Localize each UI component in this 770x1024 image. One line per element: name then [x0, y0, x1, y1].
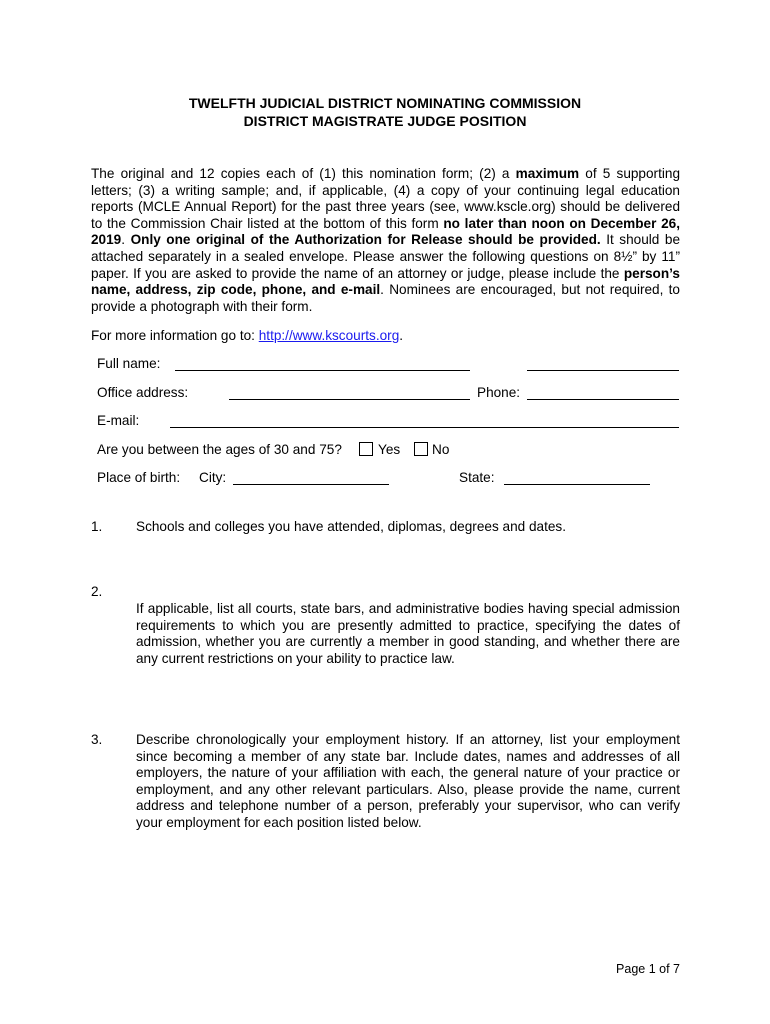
instructions-paragraph: The original and 12 copies each of (1) this nomination form; (2) a maximum of 5 supporting letters; (3) a writing sample; and, if applicable, (4) a copy of your continuing legal education reports (MCLE Annual Report) for the past three years (see, www.kscle.org) should be delivered to the Commission Chair listed at the bottom of this form no later than noon on December 26, 2019. Only one original of the Authorization for Release should be provided. It should be attached separately in a sealed envelope. Please answer the following questions on 8½” by 11” paper. If you are asked to provide the name of an attorney or judge, please include the person’s name, address, zip code, phone, and e-mail. Nominees are encouraged, but not required, to provide a photograph with their form.: [91, 166, 681, 314]
phone-field[interactable]: [527, 399, 679, 400]
email-field[interactable]: [170, 427, 679, 428]
city-field[interactable]: [233, 484, 389, 485]
kscourts-link[interactable]: http://www.kscourts.org: [258, 328, 400, 343]
full-name-label: Full name:: [97, 356, 161, 371]
contact-details-emphasis: person’s name, address, zip code, phone, and e-mail: [91, 265, 680, 298]
no-label: No: [432, 442, 450, 457]
page-number: Page 1 of 7: [616, 962, 680, 976]
office-address-field[interactable]: [229, 399, 470, 400]
city-label: City:: [199, 470, 227, 485]
title-line-2: DISTRICT MAGISTRATE JUDGE POSITION: [243, 113, 527, 129]
question-1-text: Schools and colleges you have attended, diplomas, degrees and dates.: [136, 519, 567, 534]
phone-label: Phone:: [477, 385, 521, 400]
question-2-number: 2.: [91, 584, 103, 599]
question-2-text: If applicable, list all courts, state bars, and administrative bodies having special admission requirements to which you are presently admitted to practice, specifying the dates of admission, whether you are currently a member in good standing, and whether there are any current restrictions on your ability to practice law.: [136, 601, 680, 666]
yes-checkbox[interactable]: [359, 442, 373, 456]
state-field[interactable]: [504, 484, 650, 485]
maximum-emphasis: maximum: [515, 166, 580, 181]
question-3-text: Describe chronologically your employment history. If an attorney, list your employment since becoming a member of any state bar. Include dates, names and addresses of all employers, the nature of your affiliation with each, the general nature of your practice or employment, and any other relevant particulars. Also, please provide the name, current address and telephone number of a person, preferably your supervisor, who can verify your employment for each position listed below.: [136, 732, 680, 830]
email-label: E-mail:: [97, 413, 140, 428]
question-3-number: 3.: [91, 732, 103, 747]
authorization-emphasis: Only one original of the Authorization for Release should be provided.: [130, 232, 601, 248]
age-question: Are you between the ages of 30 and 75?: [97, 442, 342, 457]
title-line-1: TWELFTH JUDICIAL DISTRICT NOMINATING COMMISSION: [188, 95, 582, 111]
more-info-line: For more information go to: http://www.kscourts.org.: [91, 328, 404, 343]
yes-label: Yes: [378, 442, 401, 457]
place-of-birth-label: Place of birth:: [97, 470, 181, 485]
question-1-number: 1.: [91, 519, 103, 534]
deadline-emphasis: no later than noon on December 26, 2019: [91, 215, 681, 248]
no-checkbox[interactable]: [414, 442, 428, 456]
state-label: State:: [459, 470, 495, 485]
full-name-extra-field[interactable]: [527, 370, 679, 371]
office-address-label: Office address:: [97, 385, 189, 400]
full-name-field[interactable]: [175, 370, 470, 371]
